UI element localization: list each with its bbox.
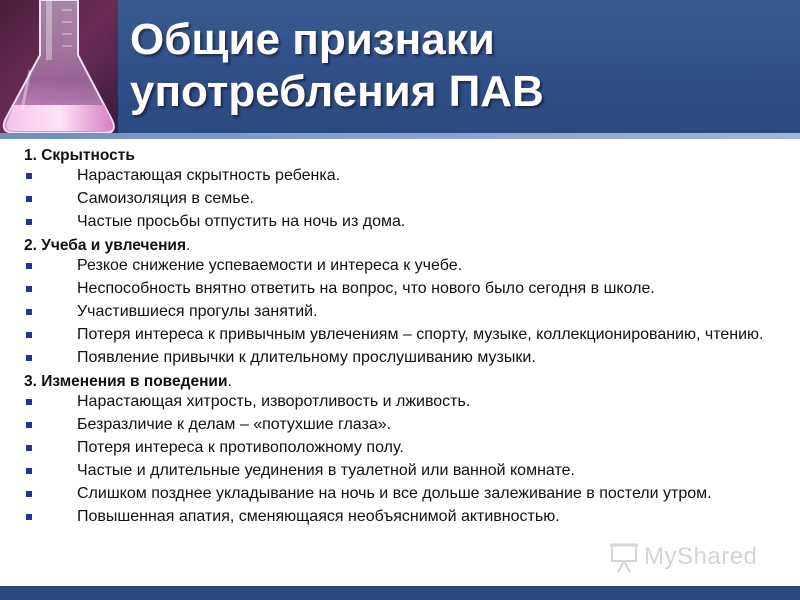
list-item: Потеря интереса к привычным увлечениям – спорту, музыке, коллекционированию, чтению.	[24, 326, 776, 343]
list-item: Самоизоляция в семье.	[24, 190, 776, 207]
bullet-icon	[26, 309, 32, 315]
list-item: Частые и длительные уединения в туалетной или ванной комнате.	[24, 462, 776, 479]
bullet-icon	[26, 399, 32, 405]
bullet-icon	[26, 219, 32, 225]
footer-bar	[0, 586, 800, 600]
list-item: Потеря интереса к противоположному полу.	[24, 439, 776, 456]
section-heading: 3. Изменения в поведении.	[24, 373, 232, 390]
list-item: Нарастающая скрытность ребенка.	[24, 167, 776, 184]
content-list	[24, 146, 776, 531]
list-item: Частые просьбы отпустить на ночь из дома.	[24, 213, 776, 230]
list-item: Безразличие к делам – «потухшие глаза».	[24, 416, 776, 433]
list-item: Неспособность внятно ответить на вопрос, что нового было сегодня в школе.	[24, 280, 776, 297]
flask-image	[0, 0, 118, 133]
title-line-2: употребления ПАВ	[130, 67, 544, 116]
bullet-icon	[26, 468, 32, 474]
bullet-icon	[26, 196, 32, 202]
bullet-icon	[26, 491, 32, 497]
bullet-icon	[26, 263, 32, 269]
header-underline	[0, 133, 800, 139]
list-item: Нарастающая хитрость, изворотливость и лживость.	[24, 393, 776, 410]
bullet-icon	[26, 514, 32, 520]
bullet-icon	[26, 445, 32, 451]
bullet-icon	[26, 173, 32, 179]
watermark-logo	[608, 541, 778, 575]
list-item: Появление привычки к длительному прослушиванию музыки.	[24, 349, 776, 366]
bullet-icon	[26, 355, 32, 361]
bullet-icon	[26, 332, 32, 338]
list-item: Повышенная апатия, сменяющаяся необъяснимой активностью.	[24, 508, 776, 525]
presentation-board-icon	[608, 541, 642, 575]
section-heading: 2. Учеба и увлечения.	[24, 237, 191, 254]
slide-title	[130, 14, 790, 118]
bullet-icon	[26, 286, 32, 292]
list-item: Резкое снижение успеваемости и интереса к учебе.	[24, 257, 776, 274]
watermark-text: MyShared	[644, 543, 758, 570]
bullet-icon	[26, 422, 32, 428]
list-item: Слишком позднее укладывание на ночь и все дольше залеживание в постели утром.	[24, 485, 776, 502]
list-item: Участившиеся прогулы занятий.	[24, 303, 776, 320]
section-heading: 1. Скрытность	[24, 147, 135, 164]
title-line-1: Общие признаки	[130, 15, 495, 64]
